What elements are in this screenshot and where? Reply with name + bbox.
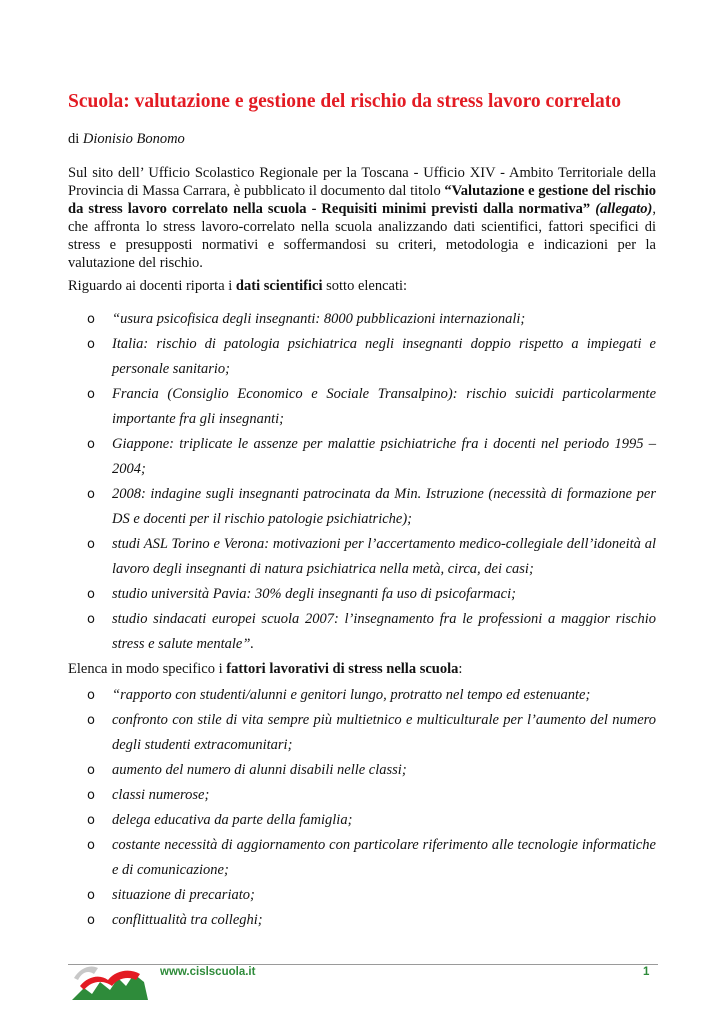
list-item-text: confronto con stile di vita sempre più multietnico e multiculturale per l’aumento del numero degli studenti extracomunitari; <box>112 712 656 753</box>
author-name: Dionisio Bonomo <box>82 131 185 147</box>
bullet-marker: o <box>87 788 95 803</box>
list-item-text: studio università Pavia: 30% degli insegnanti fa uso di psicofarmaci; <box>112 586 516 602</box>
list-item <box>68 758 656 783</box>
list-item <box>68 833 656 883</box>
list-item-text: studi ASL Torino e Verona: motivazioni per l’accertamento medico-collegiale dell’idoneità al lavoro degli insegnanti di natura psichiatrica nella metà, circa, dei casi; <box>112 536 656 577</box>
bullet-marker: o <box>87 587 95 602</box>
list-item <box>68 683 656 708</box>
section-1-lead-post: sotto elencati: <box>322 278 408 294</box>
list-item <box>68 908 656 933</box>
list-item-text: costante necessità di aggiornamento con particolare riferimento alle tecnologie informatiche e di comunicazione; <box>112 837 656 878</box>
list-item-text: delega educativa da parte della famiglia; <box>112 812 353 828</box>
list-item <box>68 432 656 482</box>
bullet-marker: o <box>87 713 95 728</box>
bullet-marker: o <box>87 763 95 778</box>
section-1-lead-pre: Riguardo ai docenti riporta i <box>68 278 236 294</box>
bullet-marker: o <box>87 888 95 903</box>
section-2-lead <box>68 661 462 678</box>
list-item-text: 2008: indagine sugli insegnanti patrocinata da Min. Istruzione (necessità di formazione per DS e docenti per il rischio patologie psichiatriche); <box>112 486 656 527</box>
list-item <box>68 783 656 808</box>
page-number: 1 <box>643 966 650 978</box>
section-2-lead-pre: Elenca in modo specifico i <box>68 661 227 677</box>
list-item <box>68 307 656 332</box>
list-item-text: situazione di precariato; <box>112 887 255 903</box>
list-item-text: classi numerose; <box>112 787 210 803</box>
bullet-marker: o <box>87 537 95 552</box>
byline-prefix: di <box>68 131 83 147</box>
bullet-marker: o <box>87 337 95 352</box>
list-item <box>68 332 656 382</box>
list-item-text: studio sindacati europei scuola 2007: l’insegnamento fra le professioni a maggior rischio stress e salute mentale”. <box>112 611 656 652</box>
scientific-data-list <box>68 307 656 657</box>
footer-url-link[interactable]: www.cislscuola.it <box>160 966 256 978</box>
list-item-text: Francia (Consiglio Economico e Sociale Transalpino): rischio suicidi particolarmente importante fra gli insegnanti; <box>112 386 656 427</box>
list-item <box>68 482 656 532</box>
list-item-text: Giappone: triplicate le assenze per malattie psichiatriche fra i docenti nel periodo 1995 – 2004; <box>112 436 656 477</box>
list-item-text: Italia: rischio di patologia psichiatrica negli insegnanti doppio rispetto a impiegati e personale sanitario; <box>112 336 656 377</box>
section-1-lead <box>68 278 407 295</box>
bullet-marker: o <box>87 612 95 627</box>
bullet-marker: o <box>87 838 95 853</box>
intro-text-1: Sul sito dell’ Ufficio Scolastico Regionale per la Toscana - Ufficio XIV - Ambito Territoriale della Provincia di Massa Carrara, è pubblicato il documento dal titolo <box>68 165 656 199</box>
list-item-text: aumento del numero di alunni disabili nelle classi; <box>112 762 407 778</box>
stress-factors-list <box>68 683 656 933</box>
list-item <box>68 808 656 833</box>
section-2-lead-bold: fattori lavorativi di stress nella scuola <box>226 661 459 677</box>
list-item <box>68 582 656 607</box>
list-item-text: “usura psicofisica degli insegnanti: 8000 pubblicazioni internazionali; <box>112 311 526 327</box>
section-1-lead-bold: dati scientifici <box>235 278 323 294</box>
list-item <box>68 532 656 582</box>
document-title-quote: “Valutazione e gestione del rischio da stress lavoro correlato nella scuola - Requisiti minimi previsti dalla normativa” <box>68 183 656 217</box>
bullet-marker: o <box>87 387 95 402</box>
bullet-marker: o <box>87 487 95 502</box>
list-item-text: conflittualità tra colleghi; <box>112 912 263 928</box>
bullet-marker: o <box>87 688 95 703</box>
footer-divider <box>68 964 658 965</box>
section-2-lead-post: : <box>458 661 463 677</box>
bullet-marker: o <box>87 312 95 327</box>
byline <box>68 131 185 148</box>
intro-text-2: , che affronta lo stress lavoro-correlato nella scuola analizzando dati scientifici, fattori specifici di stress e presupposti normativi e soffermandosi su criteri, metodologia e indicazioni per la valutazione del rischio. <box>68 201 656 271</box>
list-item <box>68 708 656 758</box>
cisl-scuola-logo-icon <box>70 960 150 1002</box>
bullet-marker: o <box>87 437 95 452</box>
attachment-link[interactable]: (allegato) <box>595 201 653 217</box>
list-item <box>68 607 656 657</box>
list-item <box>68 382 656 432</box>
list-item-text: “rapporto con studenti/alunni e genitori lungo, protratto nel tempo ed estenuante; <box>112 687 591 703</box>
page-title: Scuola: valutazione e gestione del rischio da stress lavoro correlato <box>68 91 621 112</box>
bullet-marker: o <box>87 913 95 928</box>
intro-paragraph <box>68 164 656 272</box>
list-item <box>68 883 656 908</box>
bullet-marker: o <box>87 813 95 828</box>
